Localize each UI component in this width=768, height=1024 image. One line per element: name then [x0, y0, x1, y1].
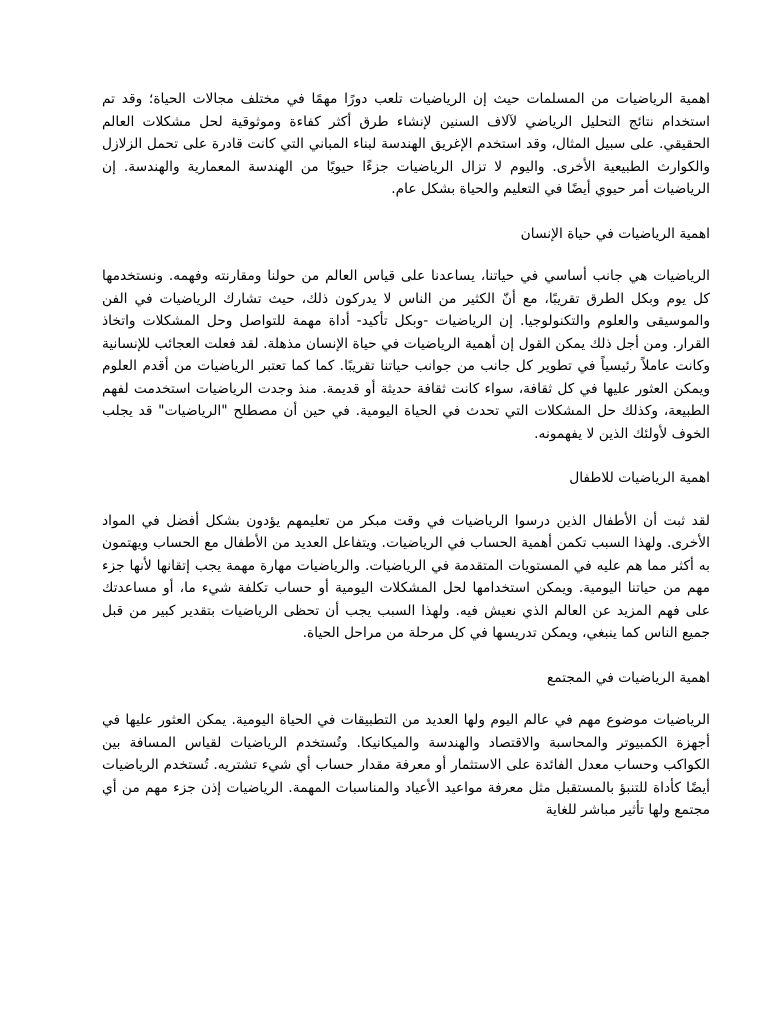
section-heading-society: اهمية الرياضيات في المجتمع — [546, 669, 710, 686]
article-page — [102, 88, 710, 822]
spacer — [102, 490, 710, 510]
spacer — [102, 689, 710, 709]
intro-paragraph: اهمية الرياضيات من المسلمات حيث إن الرياضيات تلعب دورًا مهمًا في مختلف مجالات الحياة؛ وقد تم استخدام نتائج التحليل الرياضي لآلاف السنين لإنشاء طرق أكثر كفاءة وموثوقية لحل مشكلات العالم الحقيقي. على سبيل المثال، وقد استخدم الإغريق الهندسة لبناء المباني التي كانت قادرة على تحمل الزلازل والكوارث الطبيعية الأخرى. واليوم لا تزال الرياضيات جزءًا حيويًا من الهندسة المعمارية والهندسة. إن الرياضيات أمر حيوي أيضًا في التعليم والحياة بشكل عام. — [102, 91, 710, 197]
spacer — [102, 645, 710, 667]
section-body-society: الرياضيات موضوع مهم في عالم اليوم ولها العديد من التطبيقات في الحياة اليومية. يمكن العثور عليها في أجهزة الكمبيوتر والمحاسبة والاقتصاد والهندسة والميكانيكا. وتُستخدم الرياضيات لقياس المسافة بين الكواكب وحساب معدل الفائدة على الاستثمار أو معرفة مقدار حساب أي شيء تشتريه. تُستخدم الرياضيات أيضًا كأداة للتنبؤ بالمستقبل مثل معرفة مواعيد الأعياد والمناسبات المهمة. الرياضيات إذن جزء مهم من أي مجتمع ولها تأثير مباشر للغاية — [102, 712, 710, 818]
section-heading-human-life: اهمية الرياضيات في حياة الإنسان — [520, 225, 710, 242]
spacer — [102, 201, 710, 223]
section-body-children: لقد ثبت أن الأطفال الذين درسوا الرياضيات في وقت مبكر من تعليمهم يؤدون بشكل أفضل في المواد الأخرى. ولهذا السبب تكمن أهمية الحساب في الرياضيات. ويتفاعل العديد من الأطفال مع الحساب ويهتمون به أكثر مما هم عليه في المستويات المتقدمة في الرياضيات. والرياضيات مهارة مهمة يجب إتقانها لأنها جزء مهم من حياتنا اليومية. ويمكن استخدامها لحل المشكلات اليومية أو حساب تكلفة شيء ما، أو مساعدتك على فهم المزيد عن العالم الذي نعيش فيه. ولهذا السبب يجب أن تحظى الرياضيات بتقدير كبير من قبل جميع الناس كما ينبغي، ويمكن تدريسها في كل مرحلة من مراحل الحياة. — [102, 512, 710, 641]
spacer — [102, 245, 710, 265]
section-heading-children: اهمية الرياضيات للاطفال — [569, 470, 710, 486]
spacer — [102, 445, 710, 467]
section-body-human-life: الرياضيات هي جانب أساسي في حياتنا، يساعدنا على قياس العالم من حولنا ومقارنته وفهمه. ونستخدمها كل يوم وبكل الطرق تقريبًا، مع أنّ الكثير من الناس لا يدركون ذلك، حيث تشارك الرياضيات في الفن والموسيقى والعلوم والتكنولوجيا. إن الرياضيات -وبكل تأكيد- أداة مهمة للتواصل وحل المشكلات واتخاذ القرار. ومن أجل ذلك يمكن القول إن أهمية الرياضيات في حياة الإنسان مذهلة. لقد فعلت العجائب للإنسانية وكانت عاملاً رئيسياً في تطوير كل جانب من جوانب حياتنا تقريبًا. كما كما تعتبر الرياضيات من أقدم العلوم ويمكن العثور عليها في كل ثقافة، سواء كانت ثقافة حديثة أو قديمة. منذ وجدت الرياضيات استخدمت لفهم الطبيعة، وكذلك حل المشكلات التي تحدث في الحياة اليومية. في حين أن مصطلح "الرياضيات" قد يجلب الخوف لأولئك الذين لا يفهمونه. — [102, 268, 710, 442]
